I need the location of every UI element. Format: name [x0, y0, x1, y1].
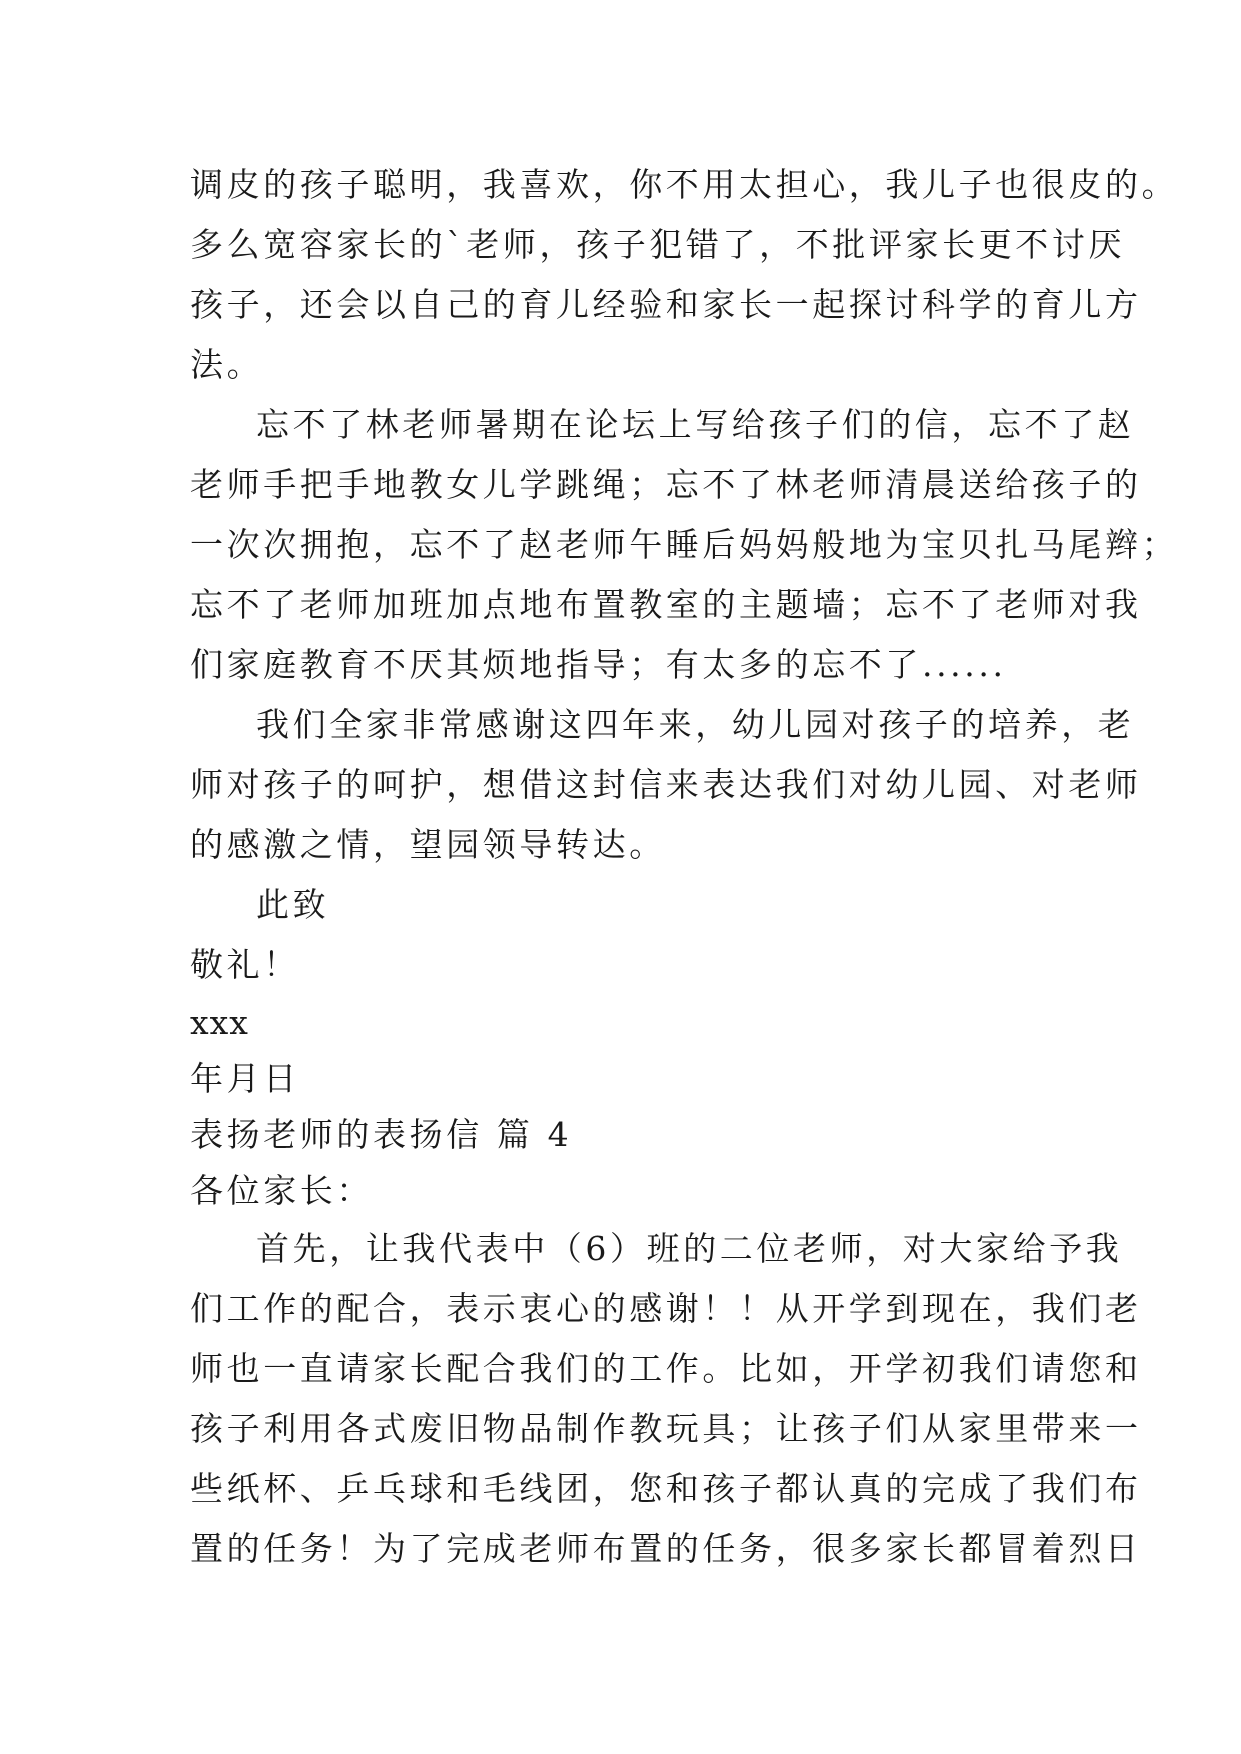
closing-phrase: 此致: [256, 885, 330, 924]
text-line: 法。: [190, 345, 264, 384]
text-line: 的感激之情，望园领导转达。: [190, 825, 666, 864]
text-line: 师也一直请家长配合我们的工作。比如，开学初我们请您和: [190, 1349, 1142, 1388]
text-line: 调皮的孩子聪明，我喜欢，你不用太担心，我儿子也很皮的。: [190, 165, 1179, 204]
text-line: 们家庭教育不厌其烦地指导；有太多的忘不了......: [190, 645, 1007, 684]
paragraph-start-line: 首先，让我代表中（6）班的二位老师，对大家给予我: [256, 1229, 1123, 1268]
text-line: 多么宽容家长的`老师，孩子犯错了，不批评家长更不讨厌: [190, 225, 1126, 264]
signature: xxx: [190, 1003, 249, 1042]
paragraph-start-line: 忘不了林老师暑期在论坛上写给孩子们的信，忘不了赵: [256, 405, 1135, 444]
text-line: 们工作的配合，表示衷心的感谢！！从开学到现在，我们老: [190, 1289, 1142, 1328]
text-line: 忘不了老师加班加点地布置教室的主题墙；忘不了老师对我: [190, 585, 1142, 624]
text-line: 孩子，还会以自己的育儿经验和家长一起探讨科学的育儿方: [190, 285, 1142, 324]
salutation: 敬礼！: [190, 945, 300, 984]
text-line: 老师手把手地教女儿学跳绳；忘不了林老师清晨送给孩子的: [190, 465, 1142, 504]
text-line: 置的任务！为了完成老师布置的任务，很多家长都冒着烈日: [190, 1529, 1142, 1568]
text-line: 师对孩子的呵护，想借这封信来表达我们对幼儿园、对老师: [190, 765, 1142, 804]
paragraph-start-line: 我们全家非常感谢这四年来，幼儿园对孩子的培养，老: [256, 705, 1135, 744]
date-line: 年月日: [190, 1059, 300, 1098]
text-line: 孩子利用各式废旧物品制作教玩具；让孩子们从家里带来一: [190, 1409, 1142, 1448]
greeting: 各位家长：: [190, 1171, 373, 1210]
section-heading: 表扬老师的表扬信 篇 4: [190, 1115, 573, 1154]
text-line: 一次次拥抱，忘不了赵老师午睡后妈妈般地为宝贝扎马尾辫；: [190, 525, 1179, 564]
text-line: 些纸杯、乒乓球和毛线团，您和孩子都认真的完成了我们布: [190, 1469, 1142, 1508]
document-page: [190, 155, 1179, 1579]
